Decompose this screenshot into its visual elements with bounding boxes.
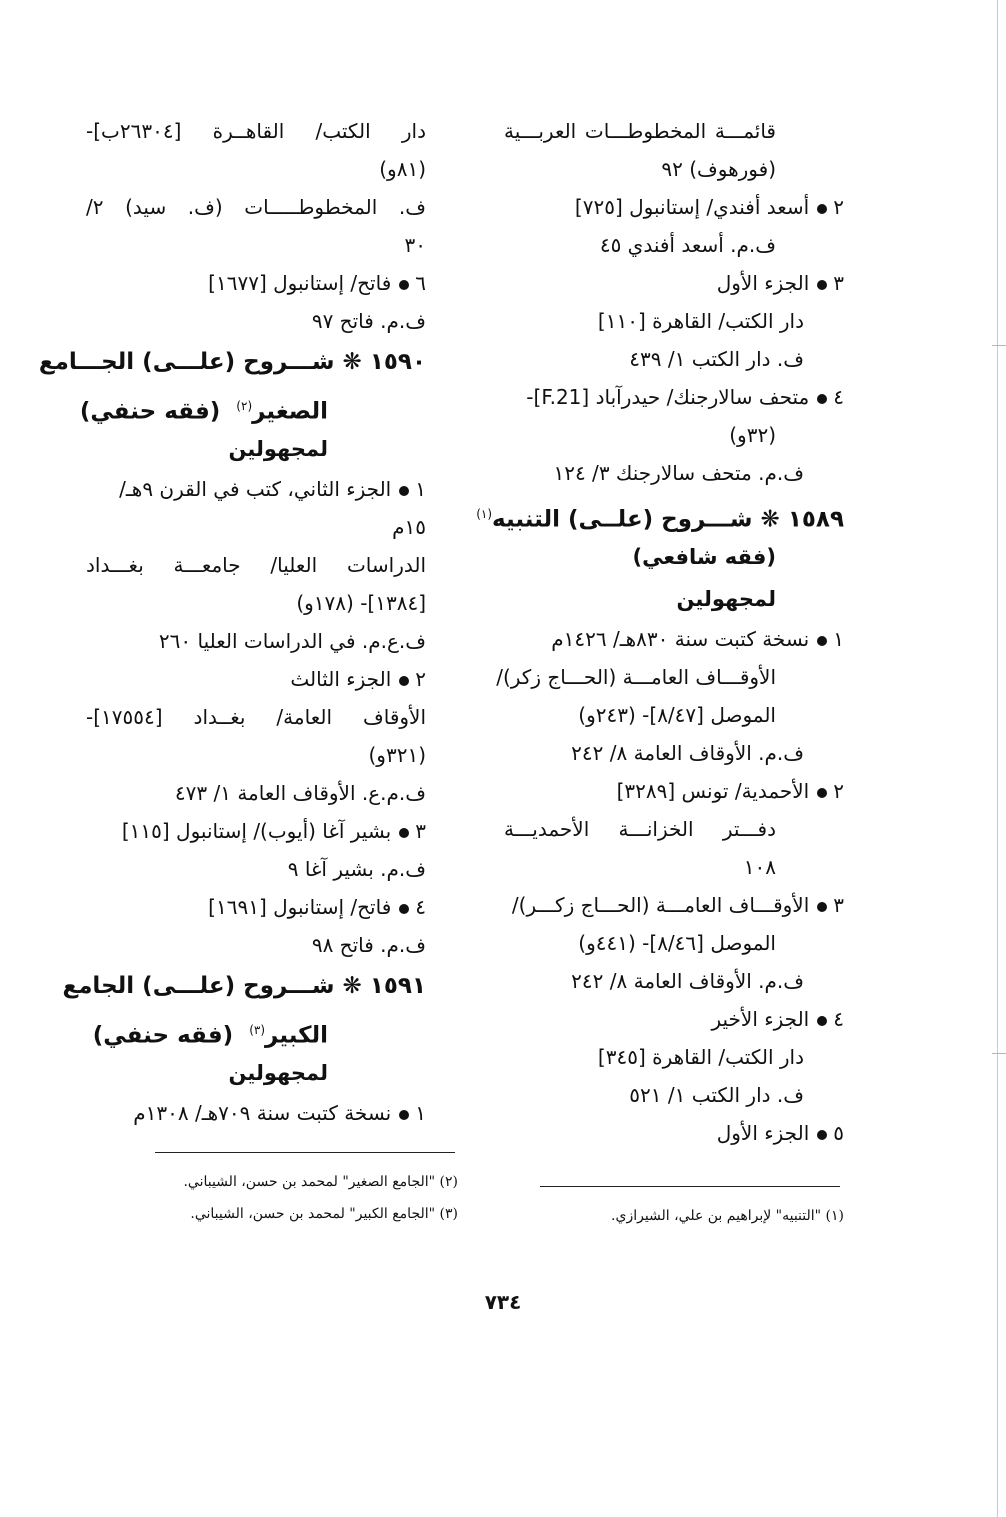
text-line: الأوقاف العامة/ بغــداد [١٧٥٥٤]-: [86, 705, 426, 729]
footnote-separator-right: [540, 1186, 840, 1187]
list-item: [86, 812, 426, 850]
heading-subject: (فقه حنفي): [79, 398, 237, 425]
bullet-icon: [817, 204, 827, 214]
list-item: [504, 772, 844, 810]
text-line: ف.م. الأوقاف العامة ٨/ ٢٤٢: [571, 969, 804, 993]
item-text: فاتح/ إستانبول [١٦٩١]: [208, 895, 392, 919]
text-line: (فورهوف) ٩٢: [661, 157, 776, 181]
item-text: الجزء الأول: [716, 1121, 810, 1145]
item-number: ٦: [415, 271, 426, 295]
text-line: دفـــتر الخزانـــة الأحمديـــة: [504, 817, 776, 841]
item-number: ٤: [833, 385, 844, 409]
list-item: [504, 1114, 844, 1152]
item-number: ١: [415, 477, 426, 501]
list-item: [504, 886, 844, 924]
left-text-column: [38, 112, 426, 1132]
text-line: الموصل [٨/٤٦]- (٤٤١و): [578, 931, 776, 955]
list-item: [504, 264, 844, 302]
heading-subject: (فقه حنفي): [92, 1022, 250, 1049]
heading-text: الصغير: [252, 398, 328, 425]
item-text: بشير آغا (أيوب)/ إستانبول [١١٥]: [121, 819, 392, 843]
text-line: ف. دار الكتب ١/ ٤٣٩: [629, 347, 804, 371]
text-line: ٣٠: [404, 233, 426, 257]
heading-text: ١٥٩٠ ❋ شـــروح (علـــى) الجـــامع: [38, 349, 426, 375]
footnote-2: (٢) "الجامع الصغير" لمحمد بن حسن، الشيباني.: [183, 1174, 458, 1190]
entry-heading: [62, 964, 426, 1008]
list-item: [86, 1094, 426, 1132]
bullet-icon: [817, 280, 827, 290]
text-line: ف.م. فاتح ٩٨: [311, 933, 426, 957]
item-text: فاتح/ إستانبول [١٦٧٧]: [208, 271, 392, 295]
page-number: ٧٣٤: [484, 1290, 522, 1314]
text-line: قائمـــة المخطوطـــات العربـــية: [504, 119, 776, 143]
item-number: ٣: [833, 271, 844, 295]
text-line: [١٣٨٤]- (١٧٨و): [296, 591, 426, 615]
heading-text: ١٥٨٩ ❋ شـــروح (علــى) التنبيه: [492, 506, 844, 533]
entry-subheading: لمجهولين: [676, 587, 776, 611]
bullet-icon: [817, 902, 827, 912]
bullet-icon: [399, 676, 409, 686]
item-text: الأحمدية/ تونس [٣٢٨٩]: [616, 779, 810, 803]
bullet-icon: [817, 1130, 827, 1140]
list-item: [86, 470, 426, 508]
entry-subheading: (فقه شافعي): [632, 545, 776, 569]
text-line: ف.م. فاتح ٩٧: [311, 309, 426, 333]
text-line: ف. دار الكتب ١/ ٥٢١: [629, 1083, 804, 1107]
entry-subheading: لمجهولين: [228, 437, 328, 461]
entry-heading: [476, 492, 844, 536]
item-text: نسخة كتبت سنة ٧٠٩هـ/ ١٣٠٨م: [133, 1101, 392, 1125]
item-text: الجزء الأول: [716, 271, 810, 295]
footnote-3: (٣) "الجامع الكبير" لمحمد بن حسن، الشيباني.: [190, 1206, 458, 1222]
text-line: ف.م. متحف سالارجنك ٣/ ١٢٤: [553, 461, 804, 485]
footnote-marker: (٣): [249, 1023, 266, 1037]
item-number: ٢: [833, 779, 844, 803]
item-text: نسخة كتبت سنة ٨٣٠هـ/ ١٤٢٦م: [551, 627, 810, 651]
item-number: ٤: [833, 1007, 844, 1031]
text-line: ف.م.ع. الأوقاف العامة ١/ ٤٧٣: [174, 781, 426, 805]
bullet-icon: [399, 486, 409, 496]
footnotes-left: [183, 1166, 458, 1230]
list-item: [86, 660, 426, 698]
text-line: ف.م. أسعد أفندي ٤٥: [599, 233, 776, 257]
item-text: الجزء الثالث: [290, 667, 392, 691]
bullet-icon: [399, 904, 409, 914]
item-text: الجزء الثاني، كتب في القرن ٩هـ/: [119, 477, 392, 501]
text-line: الدراسات العليا/ جامعـــة بغـــداد: [86, 553, 426, 577]
item-number: ٢: [833, 195, 844, 219]
heading-text: ١٥٩١ ❋ شـــروح (علـــى) الجامع: [62, 973, 426, 999]
right-text-column: [476, 112, 844, 1152]
list-item: [504, 378, 844, 416]
bullet-icon: [399, 828, 409, 838]
text-line: الأوقـــاف العامـــة (الحـــاج زكر)/: [496, 665, 776, 689]
text-line: ف.م. الأوقاف العامة ٨/ ٢٤٢: [571, 741, 804, 765]
item-text: أسعد أفندي/ إستانبول [٧٢٥]: [574, 195, 810, 219]
heading-text: الكبير: [265, 1022, 328, 1049]
item-number: ٥: [833, 1121, 844, 1145]
list-item: [86, 264, 426, 302]
list-item: [504, 188, 844, 226]
text-line: (٣٢١و): [368, 743, 426, 767]
page-edge-tick: [992, 345, 1006, 346]
bullet-icon: [817, 394, 827, 404]
list-item: [504, 1000, 844, 1038]
entry-heading: [86, 1008, 426, 1052]
item-number: ٣: [833, 893, 844, 917]
text-line: دار الكتب/ القاهرة [٣٤٥]: [597, 1045, 804, 1069]
bullet-icon: [817, 1016, 827, 1026]
item-number: ٢: [415, 667, 426, 691]
text-line: ف.ع.م. في الدراسات العليا ٢٦٠: [158, 629, 426, 653]
text-line: ف. المخطوطـــــات (ف. سيد) ٢/: [86, 195, 426, 219]
item-text: متحف سالارجنك/ حيدرآباد [F.21]-: [526, 385, 810, 409]
footnote-1: (١) "التنبيه" لإبراهيم بن علي، الشيرازي.: [611, 1208, 844, 1224]
text-line: (٣٢و): [729, 423, 776, 447]
text-line: دار الكتب/ القاهرة [١١٠]: [597, 309, 804, 333]
text-line: ١٥م: [392, 515, 426, 539]
entry-heading: [38, 340, 426, 384]
item-text: الأوقـــاف العامـــة (الحـــاج زكـــر)/: [511, 893, 810, 917]
entry-subheading: لمجهولين: [228, 1061, 328, 1085]
bullet-icon: [817, 788, 827, 798]
list-item: [86, 888, 426, 926]
footnote-marker: (١): [476, 507, 493, 521]
bullet-icon: [399, 280, 409, 290]
text-line: ف.م. بشير آغا ٩: [287, 857, 426, 881]
list-item: [504, 620, 844, 658]
footnotes-right: [611, 1200, 844, 1232]
bullet-icon: [399, 1110, 409, 1120]
bullet-icon: [817, 636, 827, 646]
text-line: الموصل [٨/٤٧]- (٢٤٣و): [578, 703, 776, 727]
text-line: (٨١و): [379, 157, 426, 181]
item-number: ١: [415, 1101, 426, 1125]
item-number: ٤: [415, 895, 426, 919]
footnote-marker: (٢): [236, 399, 253, 413]
item-number: ٣: [415, 819, 426, 843]
page-edge-tick: [992, 1053, 1006, 1054]
item-text: الجزء الأخير: [711, 1007, 810, 1031]
footnote-separator-left: [155, 1152, 455, 1153]
entry-heading: [79, 384, 426, 428]
item-number: ١: [833, 627, 844, 651]
text-line: دار الكتب/ القاهــرة [٢٦٣٠٤ب]-: [86, 119, 426, 143]
text-line: ١٠٨: [743, 855, 776, 879]
